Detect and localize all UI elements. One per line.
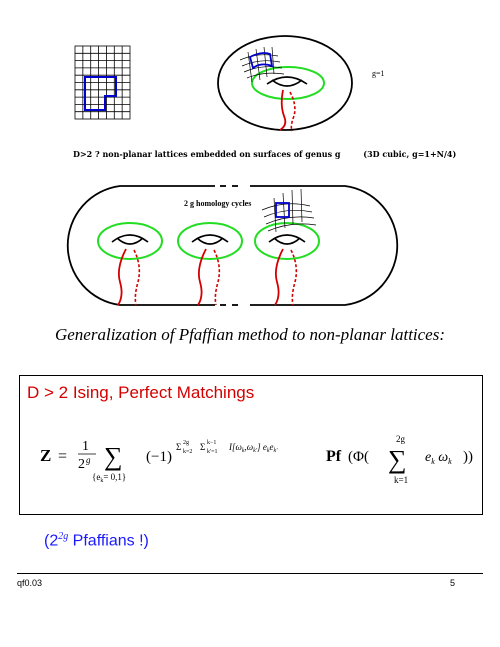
formula-z: Z: [40, 446, 52, 465]
footer-rule: [17, 573, 483, 574]
partition-function-formula: [20, 428, 480, 498]
frac-num: 1: [82, 439, 89, 454]
footer-left: qf0.03: [17, 578, 43, 588]
genus-1-label: g=1: [372, 69, 385, 78]
svg-text:Σ: Σ: [176, 442, 182, 452]
inner-term: $e_k$ $\omega_k$: [425, 450, 452, 466]
svg-text:2g: 2g: [183, 440, 189, 446]
genus-g-diagram: [0, 170, 500, 320]
exponent: [176, 440, 278, 455]
handles: [98, 223, 319, 305]
phi-open: (Φ(: [348, 449, 369, 465]
svg-text:k'=1: k'=1: [207, 449, 218, 455]
torus-genus-1: [218, 36, 352, 131]
homology-label: 2 g homology cycles: [184, 199, 252, 208]
subtitle: Generalization of Pfaffian method to non-planar lattices:: [54, 325, 446, 344]
green-cycle: [178, 223, 242, 259]
caption-note: (3D cubic, g=1+N/4): [363, 149, 457, 159]
page-number: 5: [450, 578, 456, 588]
svg-text:k=2: k=2: [183, 449, 193, 455]
closing-remark: ($2^{2g}$ Pfaffians !): [44, 531, 149, 550]
frac-den-exp: g: [86, 455, 91, 465]
inner-sum-bot: k=1: [394, 475, 409, 485]
frac-den: 2: [78, 457, 85, 472]
top-diagram: [0, 0, 500, 170]
inner-sum-sign: ∑: [388, 445, 407, 474]
green-cycle: [98, 223, 162, 259]
formula-eq: =: [58, 448, 68, 465]
svg-text:k−1: k−1: [207, 440, 217, 446]
sum-sign: ∑: [104, 442, 123, 471]
caption-text: D>2 ? non-planar lattices embedded on surfaces of genus g: [73, 149, 341, 159]
pf-symbol: Pf: [326, 448, 342, 465]
formula-close: )): [463, 449, 473, 465]
minus-one: (−1): [146, 449, 172, 465]
lattice-blue-cycle: [85, 77, 116, 110]
diagram-caption: [73, 149, 456, 159]
box-title: D > 2 Ising, Perfect Matchings: [27, 383, 255, 402]
sum-sub: $\{e_k= 0,1\}$: [92, 472, 127, 484]
inner-sum-top: 2g: [396, 434, 405, 444]
svg-text:Σ: Σ: [200, 442, 206, 452]
svg-text:I[ωk,ωk'] ekek': $I[\omega_k,\omega_{k'}]$ $e_ke_{k'}$: [229, 442, 278, 454]
green-cycle: [255, 223, 319, 259]
square-lattice: [75, 46, 130, 119]
